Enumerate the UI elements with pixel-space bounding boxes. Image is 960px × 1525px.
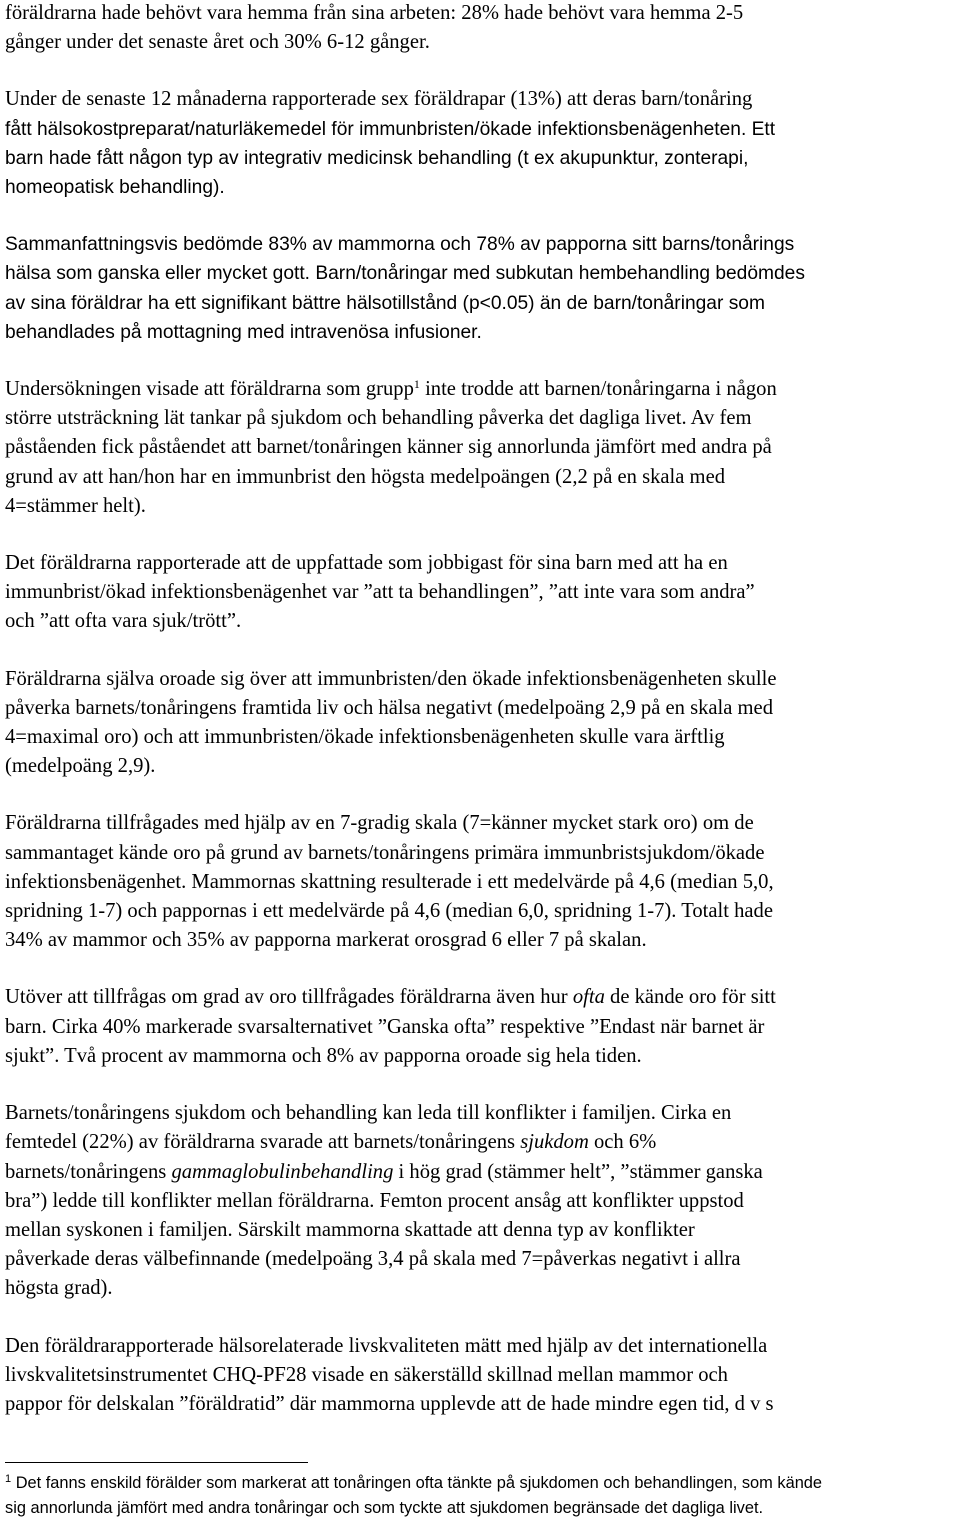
text-line: Barnets/tonåringens sjukdom och behandling kan leda till konflikter i familjen. Cirka en xyxy=(5,1102,732,1125)
emphasis-text: ofta xyxy=(572,986,605,1009)
text-line: de kände oro för sitt xyxy=(610,986,776,1009)
text-line: och ”att ofta vara sjuk/trött”. xyxy=(5,610,242,633)
text-line: högsta grad). xyxy=(5,1277,113,1300)
footnote-reference: 1 xyxy=(413,377,420,392)
text-line: bra”) ledde till konflikter mellan föräldrarna. Femton procent ansåg att konflikter uppstod xyxy=(5,1189,744,1212)
text-line: inte trodde att barnen/tonåringarna i någon xyxy=(425,378,777,401)
text-line: immunbrist/ökad infektionsbenägenhet var ”att ta behandlingen”, ”att inte vara som andra” xyxy=(5,581,755,604)
paragraph-2 xyxy=(5,85,957,202)
footnote-text: sig annorlunda jämfört med andra tonåringar och som tyckte att sjukdomen begränsade det dagliga livet. xyxy=(5,1498,764,1517)
text-line: livskvalitetsinstrumentet CHQ-PF28 visade en säkerställd skillnad mellan mammor och xyxy=(5,1363,728,1386)
text-line: föräldrarna hade behövt vara hemma från sina arbeten: 28% hade behövt vara hemma 2-5 xyxy=(5,2,744,24)
text-line: Det föräldrarna rapporterade att de uppfattade som jobbigast för sina barn med att ha en xyxy=(5,552,728,575)
text-line: 4=stämmer helt). xyxy=(5,494,146,517)
text-line: behandlades på mottagning med intravenösa infusioner. xyxy=(5,321,482,343)
footnote-marker: 1 xyxy=(5,1473,12,1485)
paragraph-9 xyxy=(5,1099,957,1303)
text-line: femtedel (22%) av föräldrarna svarade att barnets/tonåringens xyxy=(5,1131,516,1154)
document-page xyxy=(5,0,957,1419)
text-line: Utöver att tillfrågas om grad av oro tillfrågades föräldrarna även hur xyxy=(5,986,568,1009)
text-line: gånger under det senaste året och 30% 6-12 gånger. xyxy=(5,31,430,54)
text-line: och 6% xyxy=(594,1131,657,1154)
text-line: Sammanfattningsvis bedömde 83% av mammorna och 78% av papporna sitt barns/tonårings xyxy=(5,234,795,256)
paragraph-8 xyxy=(5,983,957,1071)
text-line: grund av att han/hon har en immunbrist den högsta medelpoängen (2,2 på en skala med xyxy=(5,465,726,488)
text-line: större utsträckning lät tankar på sjukdom och behandling påverka det dagliga livet. Av fem xyxy=(5,407,752,430)
text-line: barn. Cirka 40% markerade svarsalternativet ”Ganska ofta” respektive ”Endast när barnet är xyxy=(5,1015,765,1038)
footnote-separator xyxy=(5,1462,308,1463)
text-line: Den föräldrarapporterade hälsorelaterade livskvaliteten mätt med hjälp av det internationella xyxy=(5,1334,768,1357)
emphasis-text: gammaglobulinbehandling xyxy=(171,1160,394,1183)
text-line: påståenden fick påståendet att barnet/tonåringen känner sig annorlunda jämfört med andra på xyxy=(5,436,772,459)
text-line: barnets/tonåringens xyxy=(5,1160,167,1183)
paragraph-1 xyxy=(5,0,957,57)
footnote-text: Det fanns enskild förälder som markerat att tonåringen ofta tänkte på sjukdomen och behandlingen, som kände xyxy=(15,1474,823,1492)
text-line: (medelpoäng 2,9). xyxy=(5,755,156,778)
text-line: mellan syskonen i familjen. Särskilt mammorna skattade att denna typ av konflikter xyxy=(5,1218,695,1241)
text-line: Under de senaste 12 månaderna rapporterade sex föräldrapar (13%) att deras barn/tonåring xyxy=(5,88,753,111)
text-line: homeopatisk behandling). xyxy=(5,177,225,199)
text-line: Föräldrarna tillfrågades med hjälp av en 7-gradig skala (7=känner mycket stark oro) om de xyxy=(5,812,754,835)
text-line: Föräldrarna själva oroade sig över att immunbristen/den ökade infektionsbenägenheten skulle xyxy=(5,667,777,690)
text-line: sjukt”. Två procent av mammorna och 8% av papporna oroade sig hela tiden. xyxy=(5,1044,642,1067)
text-line: i hög grad (stämmer helt”, ”stämmer ganska xyxy=(398,1160,763,1183)
text-line: påverka barnets/tonåringens framtida liv och hälsa negativt (medelpoäng 2,9 på en skala med xyxy=(5,696,773,719)
paragraph-7 xyxy=(5,809,957,955)
text-line: 34% av mammor och 35% av papporna markerat orosgrad 6 eller 7 på skalan. xyxy=(5,929,647,952)
paragraph-3 xyxy=(5,230,957,347)
text-line: pappor för delskalan ”föräldratid” där mammorna upplevde att de hade mindre egen tid, d v s xyxy=(5,1392,774,1415)
text-line: Undersökningen visade att föräldrarna som grupp xyxy=(5,378,414,401)
text-line: fått hälsokostpreparat/naturläkemedel för immunbristen/ökade infektionsbenägenheten. Ett xyxy=(5,118,776,140)
text-line: sammantaget kände oro på grund av barnets/tonåringens primära immunbristsjukdom/ökade xyxy=(5,841,765,864)
text-line: spridning 1-7) och pappornas i ett medelvärde på 4,6 (median 6,0, spridning 1-7). Totalt hade xyxy=(5,900,773,923)
emphasis-text: sjukdom xyxy=(520,1131,589,1154)
text-line: barn hade fått någon typ av integrativ medicinsk behandling (t ex akupunktur, zonterapi, xyxy=(5,147,749,169)
text-line: av sina föräldrar ha ett signifikant bättre hälsotillstånd (p<0.05) än de barn/tonåringar som xyxy=(5,292,765,314)
paragraph-6 xyxy=(5,665,957,782)
paragraph-10 xyxy=(5,1332,957,1420)
paragraph-4 xyxy=(5,375,957,521)
text-line: 4=maximal oro) och att immunbristen/ökade infektionsbenägenheten skulle vara ärftlig xyxy=(5,726,725,749)
paragraph-5 xyxy=(5,549,957,637)
footnote xyxy=(5,1471,957,1520)
text-line: hälsa som ganska eller mycket gott. Barn/tonåringar med subkutan hembehandling bedömdes xyxy=(5,263,805,285)
text-line: infektionsbenägenhet. Mammornas skattning resulterade i ett medelvärde på 4,6 (median 5,0, xyxy=(5,870,774,893)
text-line: påverkade deras välbefinnande (medelpoäng 3,4 på skala med 7=påverkas negativt i allra xyxy=(5,1248,741,1271)
